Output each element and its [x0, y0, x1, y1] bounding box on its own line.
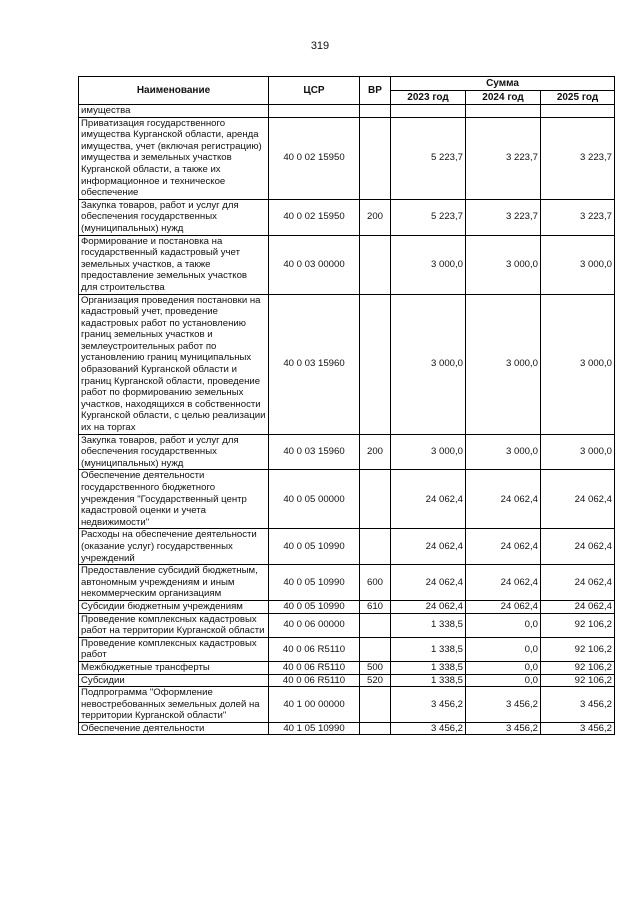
cell-name: Подпрограмма "Оформление невостребованных земельных долей на территории Курганской области"	[79, 687, 269, 723]
cell-csr: 40 0 02 15950	[269, 199, 360, 235]
table-header	[79, 77, 615, 105]
table-row	[79, 199, 615, 235]
cell-vr	[360, 529, 391, 565]
cell-2023: 24 062,4	[391, 470, 466, 529]
cell-csr: 40 0 06 00000	[269, 613, 360, 637]
cell-csr: 40 0 02 15950	[269, 117, 360, 199]
header-csr: ЦСР	[269, 77, 360, 105]
header-name: Наименование	[79, 77, 269, 105]
cell-vr	[360, 294, 391, 434]
cell-csr: 40 1 05 10990	[269, 722, 360, 735]
table-row	[79, 105, 615, 118]
table-row	[79, 529, 615, 565]
cell-2023: 3 000,0	[391, 434, 466, 470]
table-row	[79, 470, 615, 529]
cell-2024: 0,0	[466, 613, 541, 637]
cell-2024	[466, 105, 541, 118]
table-row	[79, 600, 615, 613]
cell-csr	[269, 105, 360, 118]
cell-name: Обеспечение деятельности государственного бюджетного учреждения "Государственный центр кадастровой оценки и учета недвижимости"	[79, 470, 269, 529]
cell-2024: 3 000,0	[466, 434, 541, 470]
cell-2025: 3 456,2	[541, 722, 615, 735]
cell-name: Межбюджетные трансферты	[79, 661, 269, 674]
cell-2024: 24 062,4	[466, 600, 541, 613]
page-number: 319	[310, 40, 330, 52]
cell-vr	[360, 637, 391, 661]
cell-name: Организация проведения постановки на кадастровый учет, проведение кадастровых работ по установлению границ земельных участков и землеустроительных работ по установлению границ муниципальных образований Курганской области и границ Курганской области, проведение работ по формированию земельных участков, находящихся в собственности Курганской области, с целью реализации их на торгах	[79, 294, 269, 434]
cell-2023: 5 223,7	[391, 199, 466, 235]
table-row	[79, 434, 615, 470]
cell-name: Субсидии бюджетным учреждениям	[79, 600, 269, 613]
cell-csr: 40 0 06 R5110	[269, 674, 360, 687]
cell-vr	[360, 117, 391, 199]
cell-2024: 0,0	[466, 674, 541, 687]
cell-2023: 1 338,5	[391, 661, 466, 674]
cell-csr: 40 0 06 R5110	[269, 637, 360, 661]
cell-csr: 40 0 05 10990	[269, 565, 360, 601]
cell-2024: 3 000,0	[466, 235, 541, 294]
cell-2023: 5 223,7	[391, 117, 466, 199]
cell-2024: 3 456,2	[466, 722, 541, 735]
cell-2023	[391, 105, 466, 118]
cell-2025: 92 106,2	[541, 637, 615, 661]
cell-name: Приватизация государственного имущества Курганской области, аренда имущества, учет (включая регистрацию) имущества и земельных участков Курганской области, а также их информационное и техническое обеспечение	[79, 117, 269, 199]
cell-2023: 3 456,2	[391, 687, 466, 723]
cell-vr: 200	[360, 199, 391, 235]
cell-name: Закупка товаров, работ и услуг для обеспечения государственных (муниципальных) нужд	[79, 199, 269, 235]
cell-2025: 3 223,7	[541, 117, 615, 199]
table-row	[79, 613, 615, 637]
table-row	[79, 674, 615, 687]
cell-2024: 3 223,7	[466, 199, 541, 235]
cell-2025: 24 062,4	[541, 529, 615, 565]
cell-name: Субсидии	[79, 674, 269, 687]
cell-2025: 3 000,0	[541, 434, 615, 470]
table-row	[79, 294, 615, 434]
cell-2023: 1 338,5	[391, 613, 466, 637]
header-sum: Сумма	[391, 77, 615, 91]
cell-2023: 24 062,4	[391, 529, 466, 565]
cell-2023: 3 000,0	[391, 294, 466, 434]
cell-2025: 3 000,0	[541, 294, 615, 434]
cell-2024: 24 062,4	[466, 565, 541, 601]
cell-2025	[541, 105, 615, 118]
cell-name: имущества	[79, 105, 269, 118]
table-row	[79, 687, 615, 723]
cell-csr: 40 0 05 10990	[269, 529, 360, 565]
cell-name: Предоставление субсидий бюджетным, автономным учреждениям и иным некоммерческим организациям	[79, 565, 269, 601]
header-year-2025: 2025 год	[541, 91, 615, 105]
cell-vr	[360, 687, 391, 723]
cell-csr: 40 0 05 10990	[269, 600, 360, 613]
cell-csr: 40 0 03 15960	[269, 434, 360, 470]
cell-2025: 24 062,4	[541, 565, 615, 601]
cell-2023: 1 338,5	[391, 674, 466, 687]
cell-name: Расходы на обеспечение деятельности (оказание услуг) государственных учреждений	[79, 529, 269, 565]
cell-vr: 600	[360, 565, 391, 601]
cell-vr	[360, 470, 391, 529]
cell-2025: 92 106,2	[541, 661, 615, 674]
cell-2025: 92 106,2	[541, 613, 615, 637]
table-row	[79, 565, 615, 601]
cell-vr: 500	[360, 661, 391, 674]
cell-vr	[360, 613, 391, 637]
cell-csr: 40 1 00 00000	[269, 687, 360, 723]
cell-vr	[360, 105, 391, 118]
cell-name: Закупка товаров, работ и услуг для обеспечения государственных (муниципальных) нужд	[79, 434, 269, 470]
cell-csr: 40 0 05 00000	[269, 470, 360, 529]
cell-2025: 3 456,2	[541, 687, 615, 723]
cell-vr: 200	[360, 434, 391, 470]
cell-vr: 610	[360, 600, 391, 613]
table-row	[79, 661, 615, 674]
cell-2025: 24 062,4	[541, 600, 615, 613]
cell-2024: 24 062,4	[466, 470, 541, 529]
cell-2024: 3 456,2	[466, 687, 541, 723]
cell-vr	[360, 235, 391, 294]
cell-csr: 40 0 03 15960	[269, 294, 360, 434]
table-body	[79, 105, 615, 735]
cell-csr: 40 0 03 00000	[269, 235, 360, 294]
cell-name: Формирование и постановка на государственный кадастровый учет земельных участков, а также предоставление земельных участков для строительства	[79, 235, 269, 294]
cell-2023: 24 062,4	[391, 565, 466, 601]
cell-2024: 0,0	[466, 637, 541, 661]
table-row	[79, 117, 615, 199]
header-year-2024: 2024 год	[466, 91, 541, 105]
table-row	[79, 235, 615, 294]
cell-name: Проведение комплексных кадастровых работ	[79, 637, 269, 661]
cell-2025: 24 062,4	[541, 470, 615, 529]
cell-name: Проведение комплексных кадастровых работ на территории Курганской области	[79, 613, 269, 637]
cell-vr	[360, 722, 391, 735]
cell-2024: 3 000,0	[466, 294, 541, 434]
cell-2025: 92 106,2	[541, 674, 615, 687]
cell-2025: 3 223,7	[541, 199, 615, 235]
cell-2024: 0,0	[466, 661, 541, 674]
header-year-2023: 2023 год	[391, 91, 466, 105]
budget-table	[78, 76, 615, 735]
cell-csr: 40 0 06 R5110	[269, 661, 360, 674]
cell-2023: 3 000,0	[391, 235, 466, 294]
cell-vr: 520	[360, 674, 391, 687]
cell-2023: 24 062,4	[391, 600, 466, 613]
cell-2023: 1 338,5	[391, 637, 466, 661]
cell-2024: 24 062,4	[466, 529, 541, 565]
cell-2025: 3 000,0	[541, 235, 615, 294]
cell-name: Обеспечение деятельности	[79, 722, 269, 735]
cell-2023: 3 456,2	[391, 722, 466, 735]
cell-2024: 3 223,7	[466, 117, 541, 199]
header-vr: ВР	[360, 77, 391, 105]
table-row	[79, 637, 615, 661]
table-row	[79, 722, 615, 735]
